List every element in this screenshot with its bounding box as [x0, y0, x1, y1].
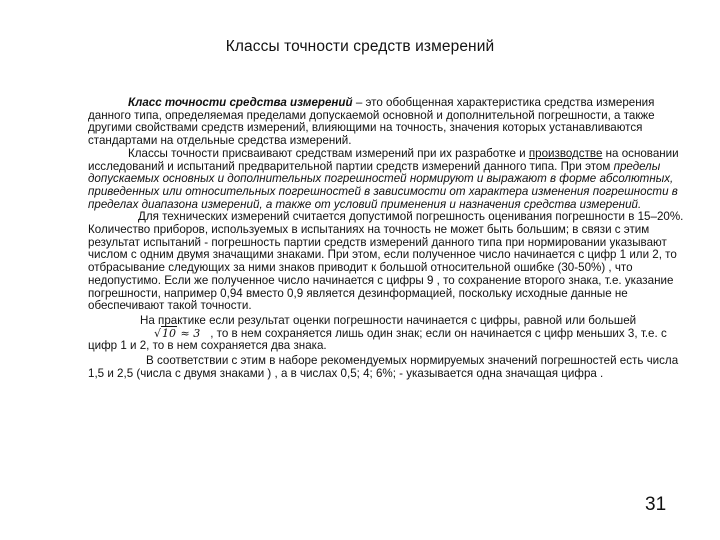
- practice-text-b: , то в нем сохраняется лишь один знак; если он начинается с цифр меньших 3, т.е. с цифр 1 и 2, то в нем сохраняется два знака.: [88, 326, 667, 353]
- definition-text: – это обобщенная характеристика средства измерения данного типа, определяемая пределами допускаемой основной и дополнительной погрешности, а также другими свойствами средств измерений, влияющими на точность, значения которых устанавливаются стандартами на отдельные средства измерений.: [88, 96, 655, 148]
- paragraph-definition: [88, 97, 694, 148]
- assignment-underlined: производстве: [528, 146, 603, 160]
- paragraph-assignment: [88, 148, 694, 212]
- assignment-italic: пределы допускаемых основных и дополнительных погрешностей нормируют и выражают в форме абсолютных, приведенных или относительных погрешностей в зависимости от характера изменения погрешности в пределах диапазона измерений, а также от условий применения и назначения средства измерений.: [88, 159, 678, 211]
- page-number: 31: [645, 494, 667, 515]
- slide-title: Классы точности средств измерений: [225, 38, 495, 55]
- slide-body: [88, 97, 694, 380]
- sqrt-radicand: 10: [162, 326, 177, 340]
- sqrt-approx: ≈ 3: [180, 326, 201, 340]
- defined-term: Класс точности средства измерений: [128, 96, 353, 109]
- assignment-text-c: на основании исследований и испытаний предварительной партии средств измерений данного типа. При этом: [88, 146, 679, 173]
- paragraph-recommended: В соответствии с этим в наборе рекомендуемых нормируемых значений погрешностей есть числа 1,5 и 2,5 (числа с двумя знаками ) , а в числах 0,5; 4; 6%; - указывается одна значащая цифра .: [88, 354, 679, 380]
- practice-text-a: На практике если результат оценки погрешности начинается с цифры, равной или большей: [140, 313, 637, 327]
- paragraph-technical: Для технических измерений считается допустимой погрешность оценивания погрешности в 15–20%. Количество приборов, используемых в испытаниях на точность не может быть большим; в связи с этим результат испытаний - погрешность партии средств измерений данного типа при нормировании указывают числом с одним двумя значащими знаками. При этом, если полученное число начинается с цифр 1 или 2, то отбрасывание следующих за ними знаков приводит к большой относительной ошибке (30-50%) , что недопустимо. Если же полученное число начинается с цифры 9 , то сохранение второго знака, т.е. указание погрешности, например 0,94 вместо 0,9 является дезинформацией, поскольку исходные данные не обеспечивают такой точности.: [88, 210, 684, 313]
- sqrt-formula: √10 ≈ 3: [154, 326, 201, 340]
- assignment-text-a: Классы точности присваивают средствам измерений при их разработке и: [128, 146, 529, 160]
- paragraph-practice: [88, 315, 694, 353]
